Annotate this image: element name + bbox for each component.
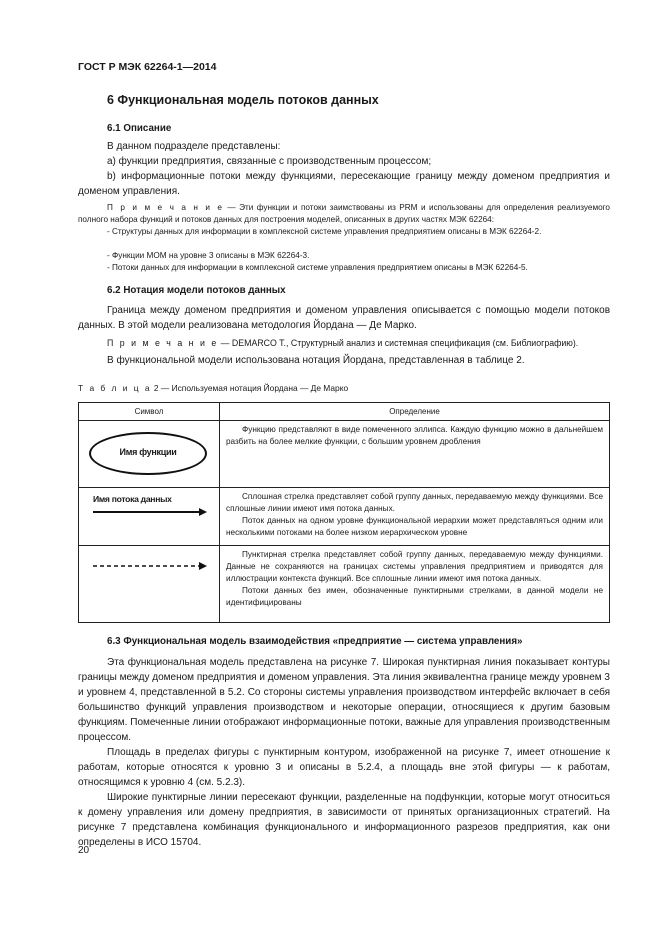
section-6-3-title: 6.3 Функциональная модель взаимодействия «предприятие — система управления» — [107, 636, 523, 647]
definition-function: Функцию представляют в виде помеченного эллипса. Каждую функцию можно в дальнейшем разбить на более мелкие функции, с большим уровнем дробления — [226, 425, 603, 446]
note-item: - Функции МОМ на уровне 3 описаны в МЭК 62264-3. — [107, 251, 310, 260]
definition-cell — [220, 421, 610, 488]
ellipse-label: Имя функции — [119, 447, 177, 457]
section-6-2-title: 6.2 Нотация модели потоков данных — [107, 285, 286, 296]
paragraph: Широкие пунктирные линии пересекают функции, разделенные на подфункции, которые могут относиться к домену управления или домену предприятия, в зависимости от принятых организационных стратегий. На рисунке 7 представлена комбинация функционального и информационного разрезов предприятия, как они определены в ИСО 15704. — [78, 792, 610, 848]
paragraph: В данном подразделе представлены: — [107, 141, 281, 152]
section-6-1-title: 6.1 Описание — [107, 123, 172, 134]
table-caption-text: 2 — Используемая нотация Йордана — Де Марко — [151, 383, 349, 393]
paragraph: В функциональной модели использована нотация Йордана, представленная в таблице 2. — [107, 355, 525, 366]
note-text: — Эти функции и потоки заимствованы из PRM и использованы для определения реализуемого полного набора функций и потоков данных для построения моделей, описанных в других частях МЭК 62264: — [78, 203, 610, 225]
arrow-label: Имя потока данных — [93, 494, 172, 504]
table-caption-label: Т а б л и ц а — [78, 383, 152, 393]
list-item-a: а) функции предприятия, связанные с производственным процессом; — [107, 156, 432, 167]
paragraph: Площадь в пределах фигуры с пунктирным контуром, изображенной на рисунке 7, имеет отношение к работам, которые относятся к уровню 3 и описаны в 5.2.4, а площадь вне этой фигуры — к работам, относящимся к уровню 4 (см. 5.2.3). — [78, 747, 610, 788]
paragraph: Эта функциональная модель представлена на рисунке 7. Широкая пунктирная линия показывает контуры границы между доменом предприятия и доменом управления. Эта линия эквивалентна границе между уровнем 3 и уровнем 4, представленной в 5.2. Со стороны системы управления производством интерфейс включает в себя большинство функций управления производством и некоторые операции, относящиеся к другим базовым функциям. Помеченные линии отображают информационные потоки, важные для управления производственным процессом. — [78, 657, 610, 743]
notation-table — [78, 402, 610, 623]
column-header-definition: Определение — [220, 403, 610, 421]
definition-solid-arrow: Сплошная стрелка представляет собой группу данных, передаваемую между функциями. Все сплошные линии имеют имя потока данных. — [226, 492, 603, 513]
solid-arrow-icon — [91, 507, 209, 517]
note-6-1 — [78, 202, 610, 226]
paragraph: Граница между доменом предприятия и доменом управления описывается с помощью модели потоков данных. В этой модели реализована методология Йордана — Де Марко. — [78, 305, 610, 331]
note-label: П р и м е ч а н и е — [107, 203, 224, 212]
symbol-ellipse-cell — [79, 421, 220, 488]
table-caption — [78, 383, 348, 393]
note-text: — DEMARCO T., Структурный анализ и системная спецификация (см. Библиографию). — [218, 338, 579, 348]
section-6-title: 6 Функциональная модель потоков данных — [107, 93, 379, 107]
definition-dashed-arrow-2: Потоки данных без имен, обозначенные пунктирными стрелками, в данной модели не идентифицированы — [226, 586, 603, 607]
page-number: 20 — [78, 845, 90, 856]
definition-dashed-arrow: Пунктирная стрелка представляет собой группу данных, передаваемую между функциями. Данные не сохраняются на границах системы управления предприятием и приводятся для иллюстрации контекста функций. Все сплошные линии имеют имя потока данных. — [226, 550, 603, 583]
document-header: ГОСТ Р МЭК 62264-1—2014 — [78, 61, 217, 73]
symbol-dashed-arrow-cell — [79, 546, 220, 623]
note-item: - Структуры данных для информации в комплексной системе управления предприятием описаны в МЭК 62264-2. — [107, 227, 542, 236]
definition-cell — [220, 546, 610, 623]
dashed-arrow-icon — [91, 561, 209, 571]
note-item: - Потоки данных для информации в комплексной системе управления предприятием описаны в МЭК 62264-5. — [107, 263, 528, 272]
column-header-symbol: Символ — [79, 403, 220, 421]
definition-solid-arrow-2: Поток данных на одном уровне функциональной иерархии может представляться одним или несколькими потоками на более низком иерархическом уровне — [226, 516, 603, 537]
list-item-b: b) информационные потоки между функциями, пересекающие границу между доменом предприятия и доменом управления. — [78, 171, 610, 197]
definition-cell — [220, 488, 610, 546]
note-label: П р и м е ч а н и е — [107, 338, 219, 348]
note-6-2 — [107, 337, 610, 349]
symbol-solid-arrow-cell — [79, 488, 220, 546]
